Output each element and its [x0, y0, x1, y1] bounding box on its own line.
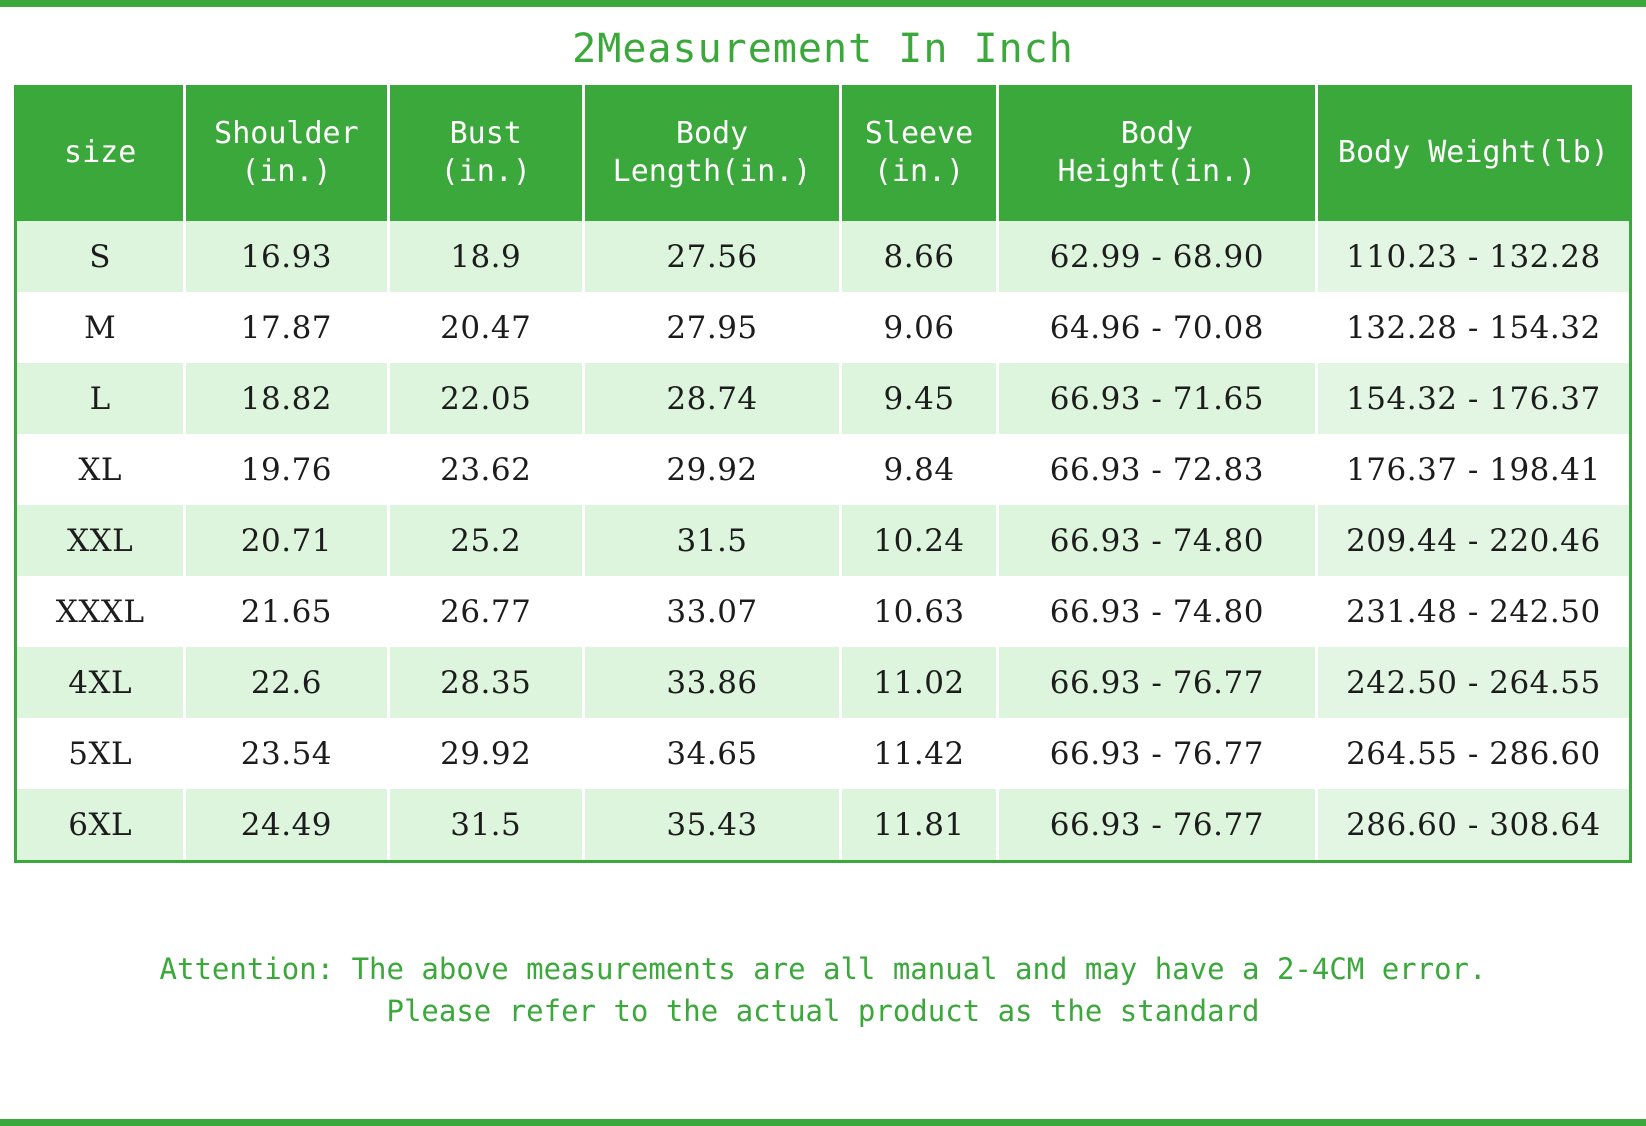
cell-bust: 20.47: [388, 292, 583, 363]
cell-bust: 29.92: [388, 718, 583, 789]
header-row: [17, 85, 1629, 221]
column-header-body-height: [998, 85, 1317, 221]
cell-shoulder: 23.54: [185, 718, 388, 789]
header-line: Height(in.): [1057, 154, 1257, 189]
cell-shoulder: 20.71: [185, 505, 388, 576]
cell-body-length: 28.74: [583, 363, 840, 434]
table-row: [17, 505, 1629, 576]
cell-bust: 18.9: [388, 221, 583, 292]
cell-body-weight: 264.55 - 286.60: [1316, 718, 1629, 789]
header-line: (in.): [241, 154, 332, 189]
header-line: Length(in.): [612, 154, 812, 189]
cell-bust: 31.5: [388, 789, 583, 860]
size-table-container: [14, 85, 1632, 863]
header-line: Body: [1120, 115, 1193, 151]
cell-body-length: 33.86: [583, 647, 840, 718]
cell-body-length: 33.07: [583, 576, 840, 647]
cell-body-length: 35.43: [583, 789, 840, 860]
cell-sleeve: 11.42: [841, 718, 998, 789]
cell-size: 6XL: [17, 789, 185, 860]
cell-body-height: 66.93 - 74.80: [998, 576, 1317, 647]
cell-bust: 26.77: [388, 576, 583, 647]
cell-sleeve: 11.81: [841, 789, 998, 860]
attention-note: [14, 863, 1632, 1111]
cell-size: XXL: [17, 505, 185, 576]
cell-bust: 22.05: [388, 363, 583, 434]
cell-shoulder: 19.76: [185, 434, 388, 505]
cell-body-weight: 231.48 - 242.50: [1316, 576, 1629, 647]
cell-bust: 25.2: [388, 505, 583, 576]
cell-body-weight: 132.28 - 154.32: [1316, 292, 1629, 363]
cell-sleeve: 10.63: [841, 576, 998, 647]
header-line: size: [64, 134, 137, 170]
cell-sleeve: 10.24: [841, 505, 998, 576]
cell-body-height: 66.93 - 76.77: [998, 789, 1317, 860]
header-line: (in.): [873, 154, 965, 189]
cell-body-length: 29.92: [583, 434, 840, 505]
header-line: (in.): [440, 154, 531, 189]
cell-shoulder: 18.82: [185, 363, 388, 434]
cell-size: S: [17, 221, 185, 292]
cell-body-height: 64.96 - 70.08: [998, 292, 1317, 363]
table-row: [17, 789, 1629, 860]
cell-shoulder: 24.49: [185, 789, 388, 860]
attention-line-2: Please refer to the actual product as the standard: [386, 994, 1260, 1028]
table-row: [17, 292, 1629, 363]
column-header-body-weight: [1316, 85, 1629, 221]
header-line: Body Weight(lb): [1337, 134, 1609, 170]
table-row: [17, 221, 1629, 292]
header-line: Shoulder: [214, 115, 359, 151]
column-header-size: [17, 85, 185, 221]
cell-body-weight: 286.60 - 308.64: [1316, 789, 1629, 860]
cell-size: 5XL: [17, 718, 185, 789]
cell-sleeve: 9.45: [841, 363, 998, 434]
cell-body-height: 66.93 - 76.77: [998, 647, 1317, 718]
cell-shoulder: 22.6: [185, 647, 388, 718]
column-header-bust: [388, 85, 583, 221]
cell-size: 4XL: [17, 647, 185, 718]
table-row: [17, 363, 1629, 434]
cell-body-length: 27.95: [583, 292, 840, 363]
cell-shoulder: 16.93: [185, 221, 388, 292]
header-line: Body: [675, 115, 749, 151]
header-line: Sleeve: [864, 115, 974, 151]
cell-size: M: [17, 292, 185, 363]
cell-size: L: [17, 363, 185, 434]
cell-size: XXXL: [17, 576, 185, 647]
size-table: [17, 85, 1629, 860]
table-row: [17, 434, 1629, 505]
cell-body-height: 66.93 - 74.80: [998, 505, 1317, 576]
attention-line-1: Attention: The above measurements are all manual and may have a 2-4CM error.: [159, 951, 1487, 986]
column-header-shoulder: [185, 85, 388, 221]
cell-size: XL: [17, 434, 185, 505]
table-body: [17, 221, 1629, 860]
cell-body-height: 66.93 - 76.77: [998, 718, 1317, 789]
table-row: [17, 647, 1629, 718]
cell-body-weight: 154.32 - 176.37: [1316, 363, 1629, 434]
cell-sleeve: 8.66: [841, 221, 998, 292]
cell-bust: 28.35: [388, 647, 583, 718]
cell-shoulder: 17.87: [185, 292, 388, 363]
table-row: [17, 718, 1629, 789]
table-row: [17, 576, 1629, 647]
cell-body-weight: 110.23 - 132.28: [1316, 221, 1629, 292]
cell-sleeve: 9.06: [841, 292, 998, 363]
cell-body-weight: 176.37 - 198.41: [1316, 434, 1629, 505]
table-header: [17, 85, 1629, 221]
cell-sleeve: 11.02: [841, 647, 998, 718]
cell-body-length: 34.65: [583, 718, 840, 789]
cell-body-height: 66.93 - 72.83: [998, 434, 1317, 505]
cell-body-length: 31.5: [583, 505, 840, 576]
cell-bust: 23.62: [388, 434, 583, 505]
cell-body-length: 27.56: [583, 221, 840, 292]
cell-sleeve: 9.84: [841, 434, 998, 505]
cell-body-weight: 242.50 - 264.55: [1316, 647, 1629, 718]
column-header-sleeve: [841, 85, 998, 221]
header-line: Bust: [449, 115, 522, 151]
cell-body-height: 66.93 - 71.65: [998, 363, 1317, 434]
cell-body-height: 62.99 - 68.90: [998, 221, 1317, 292]
page-title: 2Measurement In Inch: [572, 26, 1074, 72]
column-header-body-length: [583, 85, 840, 221]
cell-shoulder: 21.65: [185, 576, 388, 647]
cell-body-weight: 209.44 - 220.46: [1316, 505, 1629, 576]
